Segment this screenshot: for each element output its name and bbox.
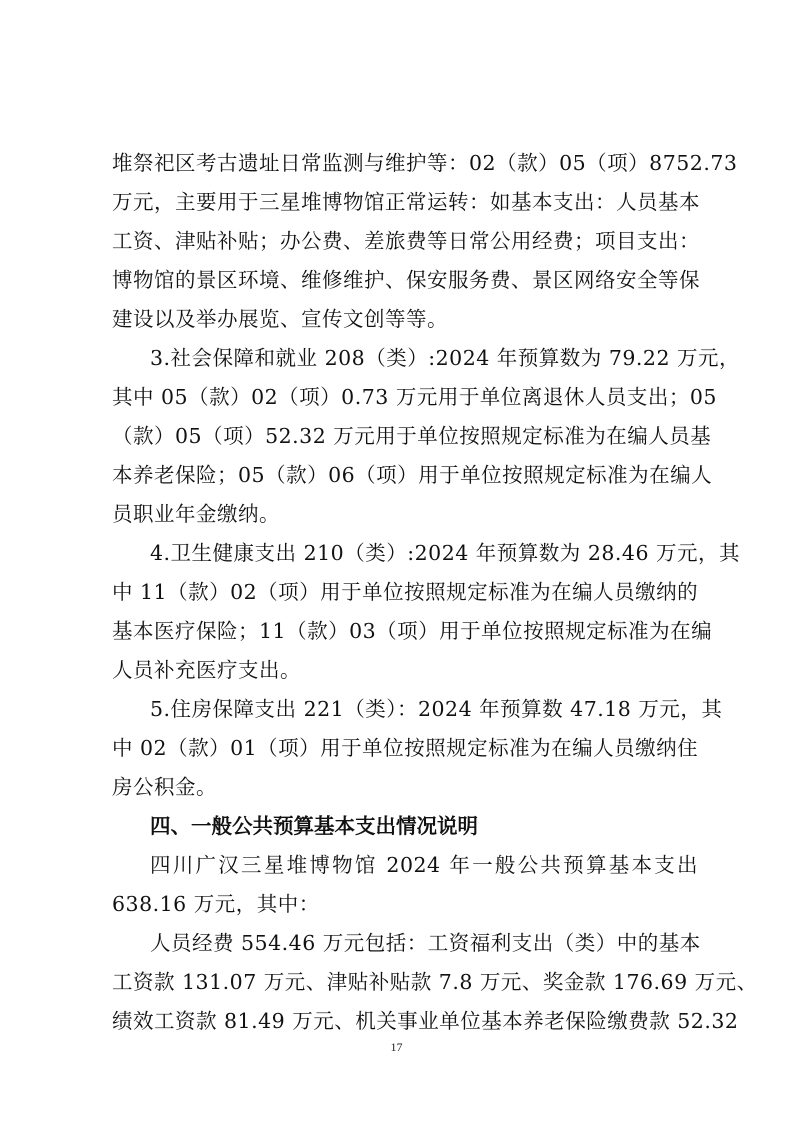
text-line: 638.16 万元，其中： [112, 892, 320, 916]
text-line: 5.住房保障支出 221（类）：2024 年预算数 47.18 万元，其 [150, 697, 723, 721]
text-line: 中 11（款）02（项）用于单位按照规定标准为在编人员缴纳的 [112, 580, 699, 604]
text-line: 工资、津贴补贴；办公费、差旅费等日常公用经费；项目支出： [112, 229, 700, 253]
text-line: 万元，主要用于三星堆博物馆正常运转：如基本支出：人员基本 [112, 190, 700, 214]
text-line: 员职业年金缴纳。 [112, 502, 280, 526]
text-line: 基本医疗保险；11（款）03（项）用于单位按照规定标准为在编 [112, 619, 713, 643]
text-line: 堆祭祀区考古遗址日常监测与维护等：02（款）05（项）8752.73 [112, 151, 738, 175]
text-line: 其中 05（款）02（项）0.73 万元用于单位离退休人员支出；05 [112, 385, 717, 409]
text-line: 四川广汉三星堆博物馆 2024 年一般公共预算基本支出 [150, 853, 698, 877]
section-heading: 四、一般公共预算基本支出情况说明 [150, 814, 478, 838]
text-line: 绩效工资款 81.49 万元、机关事业单位基本养老保险缴费款 52.32 [112, 1009, 739, 1033]
text-line: 中 02（款）01（项）用于单位按照规定标准为在编人员缴纳住 [112, 736, 699, 760]
text-line: 3.社会保障和就业 208（类）:2024 年预算数为 79.22 万元， [150, 346, 741, 370]
text-line: 博物馆的景区环境、维修维护、保安服务费、景区网络安全等保 [112, 268, 700, 292]
text-line: （款）05（项）52.32 万元用于单位按照规定标准为在编人员基 [112, 424, 712, 448]
text-line: 本养老保险；05（款）06（项）用于单位按照规定标准为在编人 [112, 463, 713, 487]
text-line: 人员经费 554.46 万元包括：工资福利支出（类）中的基本 [150, 931, 701, 955]
text-line: 建设以及举办展览、宣传文创等等。 [112, 307, 448, 331]
text-line: 人员补充医疗支出。 [112, 658, 301, 682]
text-line: 4.卫生健康支出 210（类）:2024 年预算数为 28.46 万元，其 [150, 541, 741, 565]
text-line: 工资款 131.07 万元、津贴补贴款 7.8 万元、奖金款 176.69 万元、 [112, 970, 758, 994]
text-line: 房公积金。 [112, 775, 217, 799]
page-number: 17 [390, 1040, 403, 1054]
